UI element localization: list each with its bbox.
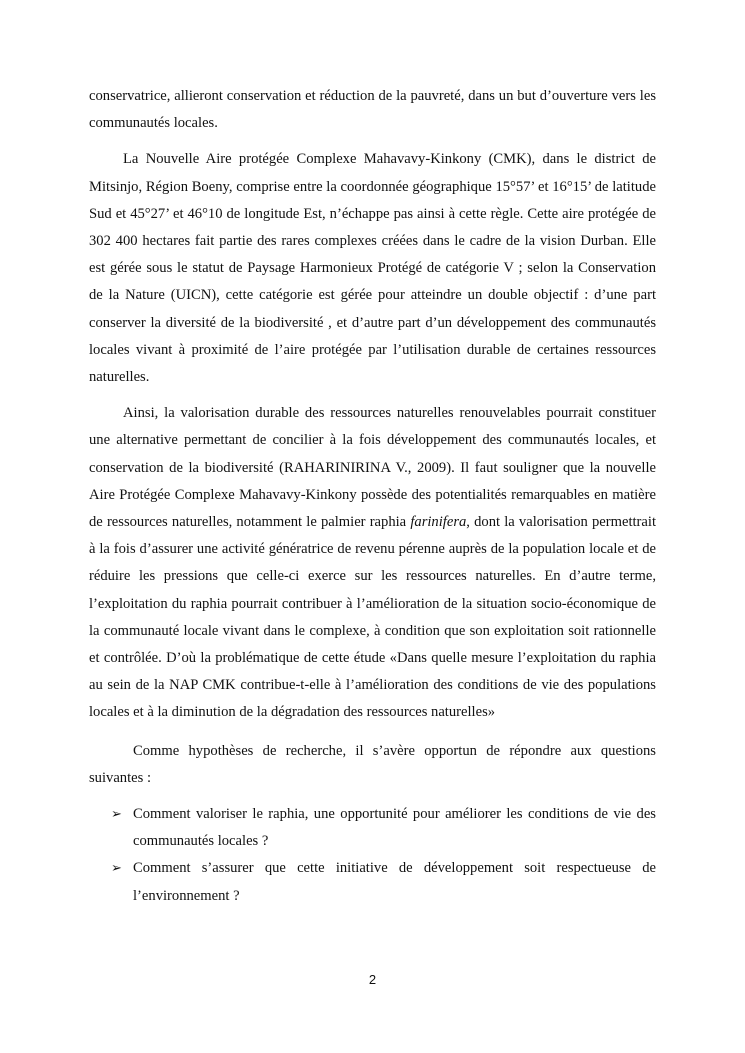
- paragraph-hypotheses: Comme hypothèses de recherche, il s’avère opportun de répondre aux questions suivantes :: [89, 742, 656, 786]
- list-item-text: Comment s’assurer que cette initiative de développement soit respectueuse de l’environnement ?: [133, 860, 656, 904]
- page-number: 2: [368, 972, 377, 987]
- paragraph-valorisation-text-1: Ainsi, la valorisation durable des ressources naturelles renouvelables pourrait constituer une alternative permettant de concilier à la fois développement des communautés locales, et conservation de la biodiversité (RAHARINIRINA V., 2009). Il faut souligner que la nouvelle Aire Protégée Complexe Mahavavy-Kinkony possède des potentialités remarquables en matière de ressources naturelles, notamment le palmier raphia: [89, 405, 656, 531]
- list-item-text: Comment valoriser le raphia, une opportunité pour améliorer les conditions de vie des communautés locales ?: [133, 806, 656, 850]
- arrow-bullet-icon: ➢: [111, 807, 122, 823]
- list-item: [89, 855, 656, 909]
- document-body: [89, 83, 656, 910]
- paragraph-valorisation: [89, 400, 656, 726]
- paragraph-continuation: conservatrice, allieront conservation et réduction de la pauvreté, dans un but d’ouverture vers les communautés locales.: [89, 88, 656, 132]
- arrow-bullet-icon: ➢: [111, 861, 122, 877]
- list-item: [89, 801, 656, 855]
- species-name-italic: farinifera: [410, 514, 467, 531]
- paragraph-valorisation-text-2: , dont la valorisation permettrait à la fois d’assurer une activité génératrice de revenu pérenne auprès de la population locale et de réduire les pressions que celle-ci exerce sur les ressources naturelles. En d’autre terme, l’exploitation du raphia pourrait contribuer à l’amélioration de la situation socio-économique de la communauté locale vivant dans le complexe, à condition que son exploitation soit rationnelle et contrôlée. D’où la problématique de cette étude «Dans quelle mesure l’exploitation du raphia au sein de la NAP CMK contribue-t-elle à l’amélioration des conditions de vie des populations locales et à la diminution de la dégradation des ressources naturelles»: [89, 514, 657, 721]
- paragraph-cmk-description: La Nouvelle Aire protégée Complexe Mahavavy-Kinkony (CMK), dans le district de Mitsinjo, Région Boeny, comprise entre la coordonnée géographique 15°57’ et 16°15’ de latitude Sud et 45°27’ et 46°10 de longitude Est, n’échappe pas ainsi à cette règle. Cette aire protégée de 302 400 hectares fait partie des rares complexes créées dans le cadre de la vision Durban. Elle est gérée sous le statut de Paysage Harmonieux Protégé de catégorie V ; selon la Conservation de la Nature (UICN), cette catégorie est gérée pour atteindre un double objectif : d’une part conserver la diversité de la biodiversité , et d’autre part d’un développement des communautés locales vivant à proximité de l’aire protégée par l’utilisation durable de certaines ressources naturelles.: [89, 151, 656, 386]
- hypotheses-list: [89, 801, 656, 910]
